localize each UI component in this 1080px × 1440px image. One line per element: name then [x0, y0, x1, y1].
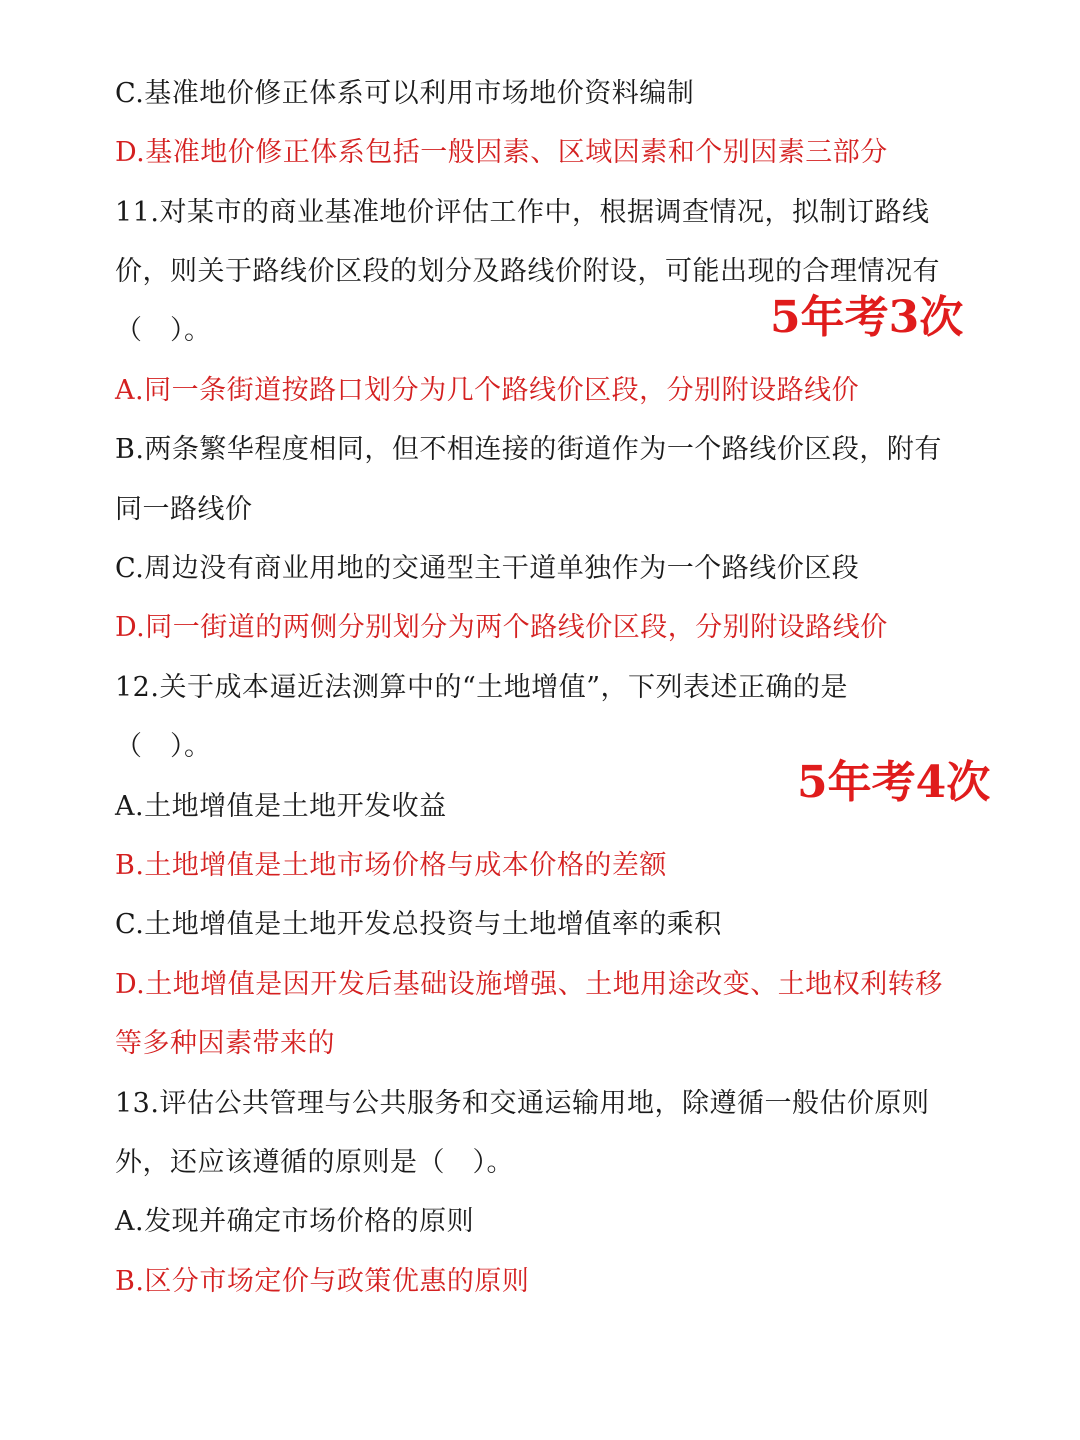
option-d-q12-answer-line-1: D.土地增值是因开发后基础设施增强、土地用途改变、土地权利转移 [115, 969, 943, 1000]
option-a-q11-answer: A.同一条街道按路口划分为几个路线价区段，分别附设路线价 [115, 375, 860, 406]
question-11-line-2: 价，则关于路线价区段的划分及路线价附设，可能出现的合理情况有 [115, 256, 940, 287]
question-12-line-1: 12.关于成本逼近法测算中的“土地增值”，下列表述正确的是 [115, 672, 849, 703]
option-b-q11-line-1: B.两条繁华程度相同，但不相连接的街道作为一个路线价区段，附有 [115, 434, 942, 465]
question-11-line-1: 11.对某市的商业基准地价评估工作中，根据调查情况，拟制订路线 [115, 197, 930, 228]
option-c-q10: C.基准地价修正体系可以利用市场地价资料编制 [115, 78, 695, 109]
option-c-q11: C.周边没有商业用地的交通型主干道单独作为一个路线价区段 [115, 553, 860, 584]
question-13-line-2: 外，还应该遵循的原则是（ ）。 [115, 1147, 514, 1178]
option-c-q12: C.土地增值是土地开发总投资与土地增值率的乘积 [115, 909, 722, 940]
question-11-blank: （ ）。 [115, 315, 212, 346]
question-13-line-1: 13.评估公共管理与公共服务和交通运输用地，除遵循一般估价原则 [115, 1088, 930, 1119]
option-d-q10-answer: D.基准地价修正体系包括一般因素、区域因素和个别因素三部分 [115, 137, 888, 168]
question-12-blank: （ ）。 [115, 731, 212, 762]
option-b-q12-answer: B.土地增值是土地市场价格与成本价格的差额 [115, 850, 667, 881]
option-b-q13-answer: B.区分市场定价与政策优惠的原则 [115, 1266, 530, 1297]
option-d-q11-answer: D.同一街道的两侧分别划分为两个路线价区段，分别附设路线价 [115, 612, 888, 643]
option-b-q11-line-2: 同一路线价 [115, 494, 253, 525]
option-a-q12: A.土地增值是土地开发收益 [115, 791, 447, 822]
frequency-stamp-q11: 5年考3次 [770, 292, 964, 343]
option-a-q13: A.发现并确定市场价格的原则 [115, 1206, 475, 1237]
option-d-q12-answer-line-2: 等多种因素带来的 [115, 1028, 335, 1059]
frequency-stamp-q12: 5年考4次 [797, 757, 991, 808]
